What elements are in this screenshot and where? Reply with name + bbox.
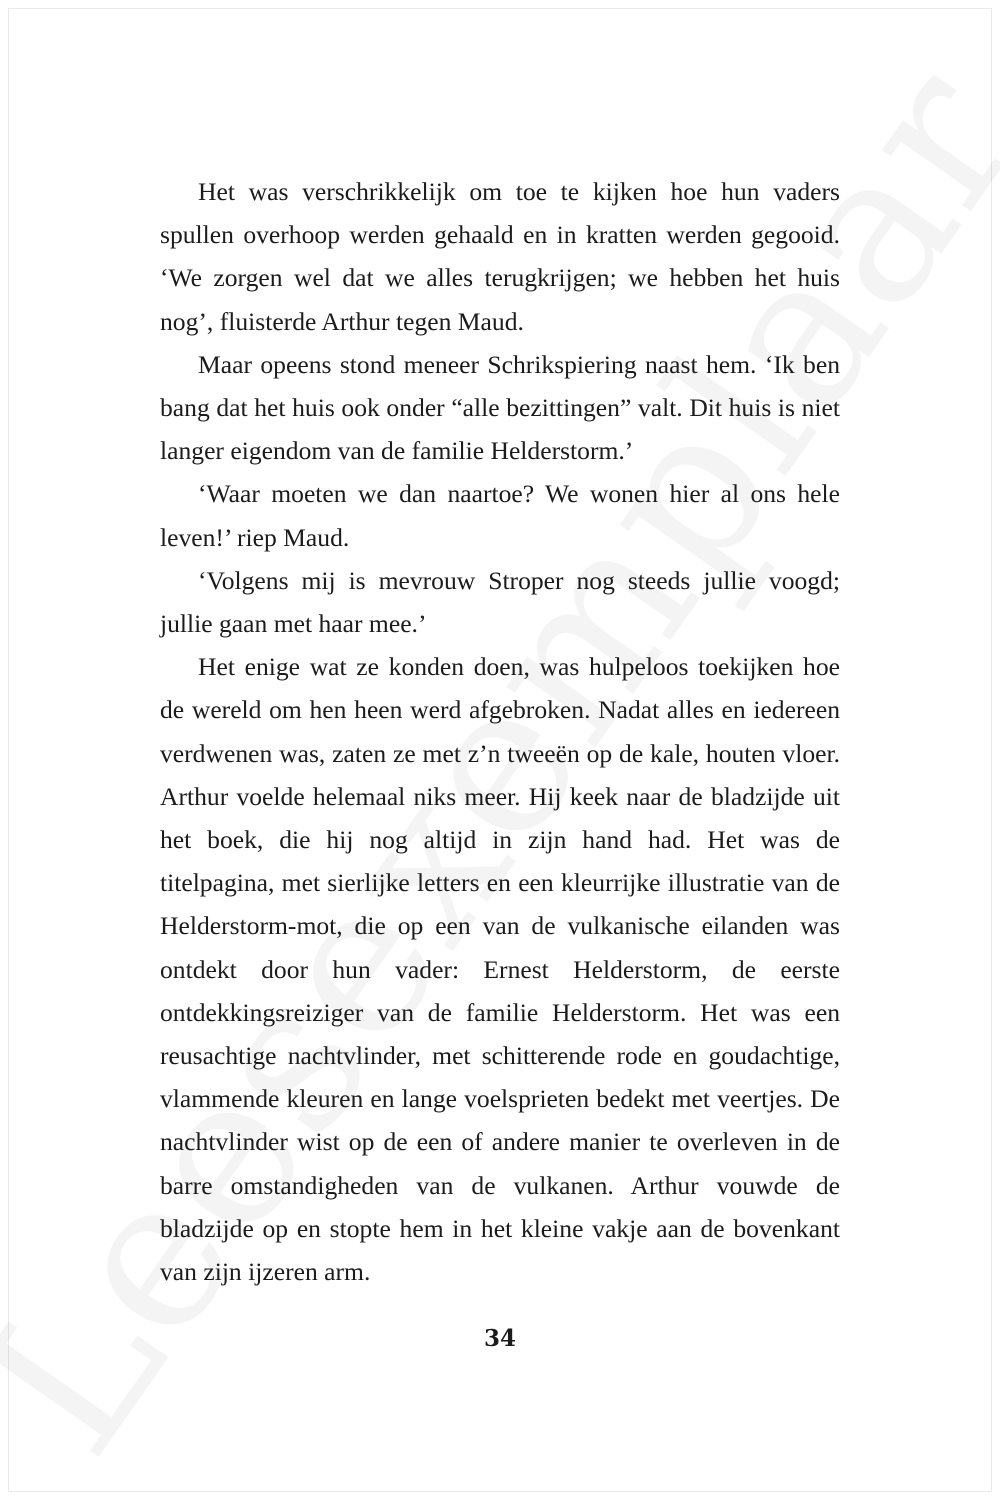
paragraph-3: ‘Waar moeten we dan naartoe? We wonen hier al ons hele leven!’ riep Maud. (160, 479, 840, 552)
body-text (160, 170, 840, 1293)
paragraph-2: Maar opeens stond meneer Schrikspiering naast hem. ‘Ik ben bang dat het huis ook onder “alle bezittingen” valt. Dit huis is niet langer eigendom van de familie Helderstorm.’ (160, 349, 840, 466)
paragraph-5: Het enige wat ze konden doen, was hulpeloos toekijken hoe de wereld om hen heen werd afgebroken. Nadat alles en iedereen verdwenen was, zaten ze met z’n tweeën op de kale, houten vloer. Arthur voelde helemaal niks meer. Hij keek naar de bladzijde uit het boek, die hij nog altijd in zijn hand had. Het was de titelpagina, met sierlijke letters en een kleurrijke illustratie van de Helderstorm-mot, die op een van de vulkanische eilanden was ontdekt door hun vader: Ernest Helderstorm, de eerste ontdekkingsreiziger van de familie Helderstorm. Het was een reusachtige nachtvlinder, met schitterende rode en goudachtige, vlammende kleuren en lange voelsprieten bedekt met veertjes. De nachtvlinder wist op de een of andere manier te overleven in de barre omstandigheden van de vulkanen. Arthur vouwde de bladzijde op en stopte hem in het kleine vakje aan de bovenkant van zijn ijzeren arm. (160, 652, 840, 1287)
paragraph-4: ‘Volgens mij is mevrouw Stroper nog steeds jullie voogd; jullie gaan met haar mee.’ (160, 565, 840, 639)
page-number: 34 (483, 1325, 516, 1352)
paragraph-1: Het was verschrikkelijk om toe te kijken hoe hun vaders spullen overhoop werden gehaald en in kratten werden gegooid. ‘We zorgen wel dat we alles terugkrijgen; we hebben het huis nog’, fluisterde Arthur tegen Maud. (160, 177, 840, 336)
